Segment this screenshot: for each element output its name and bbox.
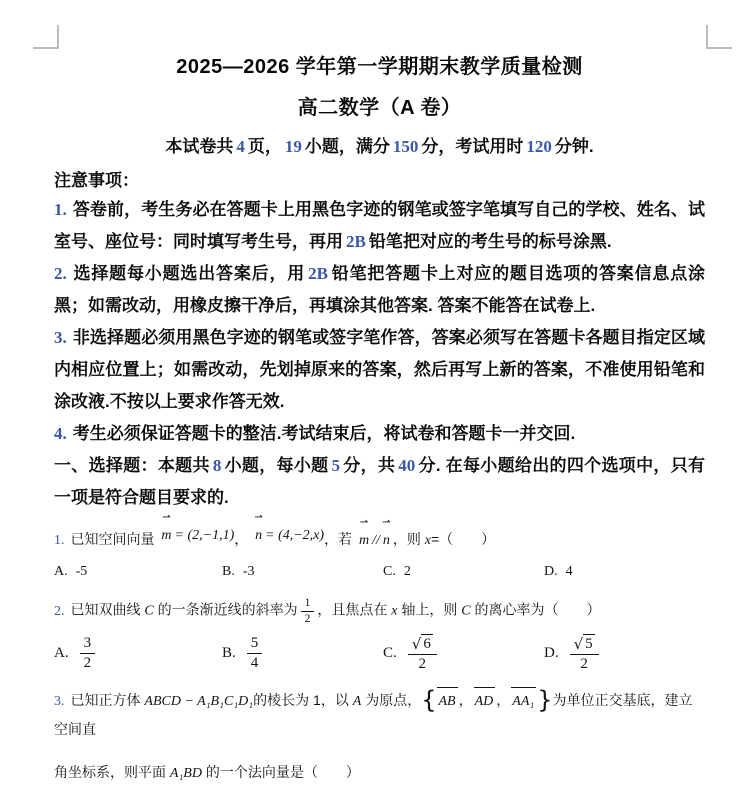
note-text: 答卷前，考生务必在答题卡上用黑色字迹的钢笔或签字笔填写自己的学校、姓名、试室号、座位号：同时填写考生号，再用 (54, 200, 705, 251)
note-number: 1. (54, 200, 67, 219)
option-fraction (247, 634, 263, 673)
question-3-text: 的一个法向量是（ ） (205, 763, 360, 780)
section-text: 分. 在每小题给出的四个选项中，只有一项是符合题目要求的. (54, 455, 706, 507)
question-2-number: 2. (54, 603, 65, 619)
numerator-value: 3 (83, 635, 92, 652)
vector-n (254, 512, 263, 550)
note-text: 铅笔把答题卡上对应的题目选项的答案信息点涂黑；如需改动，用橡皮擦干净后，再填涂其他答案. 答案不能答在试卷上. (54, 263, 706, 315)
question-2-text: 轴上，则 (401, 601, 458, 618)
fraction-numerator (408, 634, 437, 655)
option-label: D. (544, 564, 558, 580)
question-1-text: ，则 (392, 530, 421, 547)
radicand: 5 (585, 635, 593, 652)
option-d (544, 634, 705, 674)
question-2-text: 的离心率为（ ） (474, 601, 601, 618)
section-text: 分，共 (343, 455, 396, 475)
option-label: A. (54, 645, 69, 662)
point-a-symbol: A (352, 694, 362, 710)
crop-mark-top-left (33, 25, 59, 49)
option-c (383, 634, 544, 674)
sqrt-icon: √ (411, 634, 422, 653)
note-number-inline: 2B (346, 231, 366, 251)
crop-mark-top-right (706, 25, 732, 49)
note-text: 非选择题必须用黑色字迹的钢笔或签字笔作答，答案必须写在答题卡各题目指定区域内相应位置上；如需改动，先划掉原来的答案，然后再写上新的答案，不准使用铅笔和涂改液.不按以上要求作答无效. (54, 327, 705, 411)
question-1-options (54, 564, 705, 580)
section-number: 5 (331, 455, 340, 475)
curve-c-symbol: C (461, 603, 471, 619)
option-fraction (408, 634, 437, 674)
question-1 (54, 512, 705, 555)
left-brace: { (421, 686, 437, 715)
option-label: B. (222, 564, 235, 580)
vector-m (358, 517, 370, 555)
fraction-denominator: 2 (83, 655, 92, 672)
exam-info-line (54, 132, 705, 157)
exam-info-number: 120 (526, 137, 552, 156)
exam-subject-title: 高二数学（A 卷） (297, 97, 462, 119)
question-3-text: 为原点， (365, 692, 422, 709)
exam-info-text: 分，考试用时 (421, 137, 524, 156)
sqrt-icon: √ (573, 634, 584, 653)
note-item-1 (54, 194, 705, 258)
question-2 (54, 596, 705, 626)
option-label: B. (222, 645, 236, 662)
question-3-line-1 (54, 687, 705, 742)
option-a (54, 564, 222, 580)
section-choice-heading (54, 450, 705, 514)
section-text: 一、选择题：本题共 (54, 455, 210, 475)
vector-ab: AB (437, 687, 457, 716)
vector-aa1: AA₁ (511, 687, 536, 716)
comma: ， (458, 692, 473, 709)
exam-info-text: 本试卷共 (165, 137, 234, 156)
question-3-number: 3. (54, 694, 65, 710)
vector-m-value: = (2,−1,1) (174, 527, 235, 543)
note-text: 考生必须保证答题卡的整洁.考试结束后，将试卷和答题卡一并交回. (72, 423, 576, 443)
question-3-text: 已知正方体 (70, 692, 141, 709)
exam-info-number: 19 (284, 137, 302, 156)
note-text: 选择题每小题选出答案后，用 (72, 263, 306, 283)
exam-info-number: 150 (392, 137, 419, 156)
option-b (222, 634, 383, 674)
vector-n-equation (252, 512, 325, 550)
vector-m-equation (158, 512, 235, 550)
fraction-denominator: 2 (580, 655, 588, 672)
slope-fraction (301, 596, 315, 626)
section-number: 40 (398, 455, 416, 475)
option-value: 2 (403, 564, 411, 580)
question-3-text: 的棱长为 1，以 (253, 692, 349, 709)
note-number: 4. (54, 423, 67, 443)
option-d (544, 564, 705, 580)
question-1-number: 1. (54, 532, 65, 548)
question-2-text: 已知双曲线 (70, 601, 141, 618)
vector-ad: AD (474, 687, 496, 716)
right-brace: } (537, 686, 553, 715)
axis-x-symbol: x (391, 603, 398, 619)
note-item-2 (54, 258, 705, 322)
exam-title: 2025—2026 学年第一学期期末教学质量检测 (176, 56, 583, 78)
fraction-numerator: 1 (301, 596, 315, 611)
fraction-denominator: 4 (250, 655, 259, 672)
section-text: 小题，每小题 (224, 455, 329, 475)
option-value: 4 (565, 564, 573, 580)
note-item-3 (54, 322, 705, 418)
note-number: 2. (54, 263, 67, 283)
vector-n-value: = (4,−2,x) (265, 527, 325, 543)
answer-blank: =（ ） (430, 530, 496, 547)
question-1-text: ，若 (324, 530, 353, 547)
question-3-text: 为单位正交基底，建立空间直 (54, 692, 693, 737)
option-value: -5 (75, 564, 88, 580)
fraction-denominator: 2 (418, 655, 427, 672)
question-2-options (54, 634, 705, 674)
vector-m-symbol: m (161, 527, 172, 543)
vector-n (382, 517, 391, 555)
vector-arrow-icon: ⇀ (359, 517, 369, 529)
vector-arrow-icon: ⇀ (254, 512, 263, 524)
option-label: C. (383, 645, 397, 662)
vector-m-symbol: m (358, 532, 370, 548)
vector-n-symbol: n (382, 532, 390, 548)
exam-info-text: 小题，满分 (304, 137, 390, 156)
vector-n-symbol: n (255, 527, 263, 543)
fraction-denominator: 2 (304, 612, 311, 625)
option-value: -3 (242, 564, 255, 580)
exam-info-text: 分钟. (554, 137, 594, 156)
notes-heading: 注意事项： (54, 171, 139, 190)
option-label: A. (54, 564, 68, 580)
parallel-symbol: // (372, 532, 380, 548)
exam-info-text: 页， (247, 137, 282, 156)
comma: ， (496, 692, 511, 709)
question-3-line-2 (54, 759, 705, 787)
numerator-value: 5 (250, 635, 259, 652)
question-1-text: 已知空间向量 (70, 530, 155, 547)
fraction-numerator (247, 634, 263, 654)
option-label: C. (383, 564, 396, 580)
question-2-text: ，且焦点在 (317, 601, 388, 618)
option-fraction (80, 634, 96, 673)
question-2-text: 的一条渐近线的斜率为 (157, 601, 298, 618)
vector-m (160, 512, 172, 550)
radicand: 6 (423, 635, 431, 652)
option-fraction (570, 634, 599, 674)
note-number: 3. (54, 327, 67, 347)
fraction-numerator (570, 634, 599, 655)
curve-c-symbol: C (144, 603, 154, 619)
note-text: 铅笔把对应的考生号的标号涂黑. (368, 231, 612, 251)
vector-arrow-icon: ⇀ (382, 517, 391, 529)
option-label: D. (544, 645, 559, 662)
note-item-4 (54, 418, 705, 450)
vector-arrow-icon: ⇀ (162, 512, 171, 524)
section-number: 8 (212, 455, 222, 475)
option-b (222, 564, 383, 580)
note-number-inline: 2B (308, 263, 328, 283)
cube-name: ABCD − A₁B₁C₁D₁ (144, 694, 254, 710)
variable-x: x (424, 532, 431, 548)
option-a (54, 634, 222, 674)
option-c (383, 564, 544, 580)
question-3-text: 角坐标系，则平面 (54, 763, 166, 780)
exam-info-number: 4 (236, 137, 245, 156)
comma: ， (234, 530, 249, 547)
plane-name: A₁BD (169, 765, 202, 781)
fraction-numerator (80, 634, 96, 654)
